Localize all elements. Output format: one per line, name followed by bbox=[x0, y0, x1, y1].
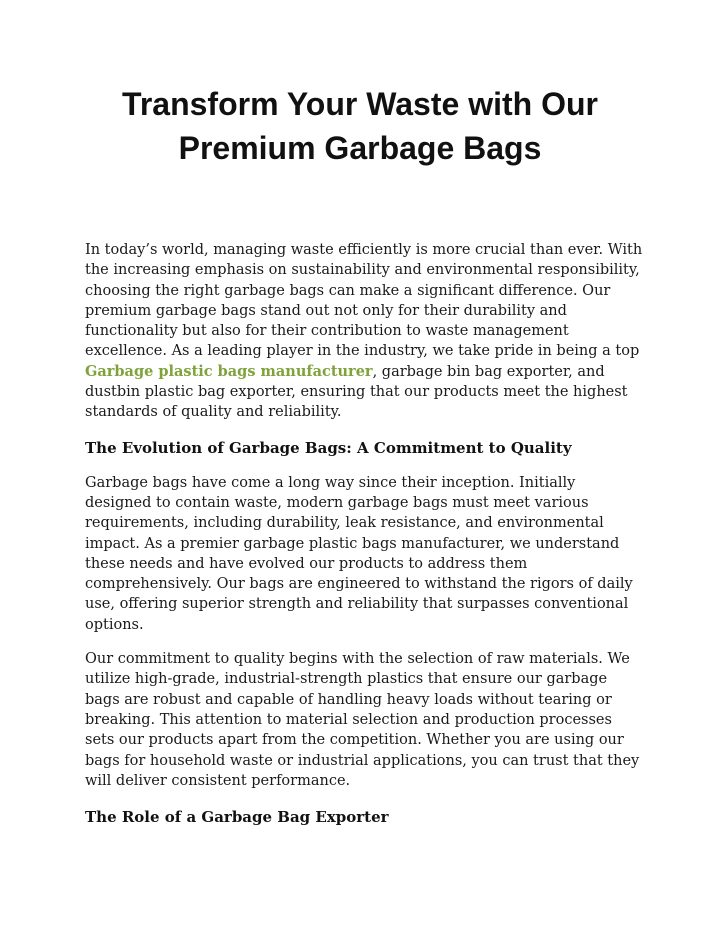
section-heading-evolution: The Evolution of Garbage Bags: A Commitment to Quality bbox=[85, 438, 572, 457]
section-heading-exporter: The Role of a Garbage Bag Exporter bbox=[85, 808, 389, 827]
manufacturer-link[interactable]: Garbage plastic bags manufacturer bbox=[85, 362, 373, 380]
title-line-2: Premium Garbage Bags bbox=[178, 130, 542, 166]
document-title bbox=[60, 82, 660, 170]
document-body bbox=[85, 240, 645, 828]
intro-text-start: In today’s world, managing waste efficiently is more crucial than ever. With the increasing emphasis on sustainability and environmental responsibility, choosing the right garbage bags can make a significant difference. Our premium garbage bags stand out not only for their durability and functionality but also for their contribution to waste management excellence. As a leading player in the industry, we take pride in being a top bbox=[85, 242, 643, 360]
title-line-1: Transform Your Waste with Our bbox=[122, 86, 598, 122]
evolution-paragraph-2: Our commitment to quality begins with the selection of raw materials. We utilize high-grade, industrial-strength plastics that ensure our garbage bags are robust and capable of handling heavy loads without tearing or breaking. This attention to material selection and production processes sets our products apart from the competition. Whether you are using our bags for household waste or industrial applications, you can trust that they will deliver consistent performance. bbox=[85, 651, 640, 789]
intro-paragraph bbox=[85, 240, 645, 423]
intro-text-end: , garbage bin bag exporter, and dustbin plastic bag exporter, ensuring that our products meet the highest standards of quality and reliability. bbox=[85, 363, 628, 421]
evolution-paragraph-1: Garbage bags have come a long way since their inception. Initially designed to contain waste, modern garbage bags must meet various requirements, including durability, leak resistance, and environmental impact. As a premier garbage plastic bags manufacturer, we understand these needs and have evolved our products to address them comprehensively. Our bags are engineered to withstand the rigors of daily use, offering superior strength and reliability that surpasses conventional options. bbox=[85, 474, 633, 633]
